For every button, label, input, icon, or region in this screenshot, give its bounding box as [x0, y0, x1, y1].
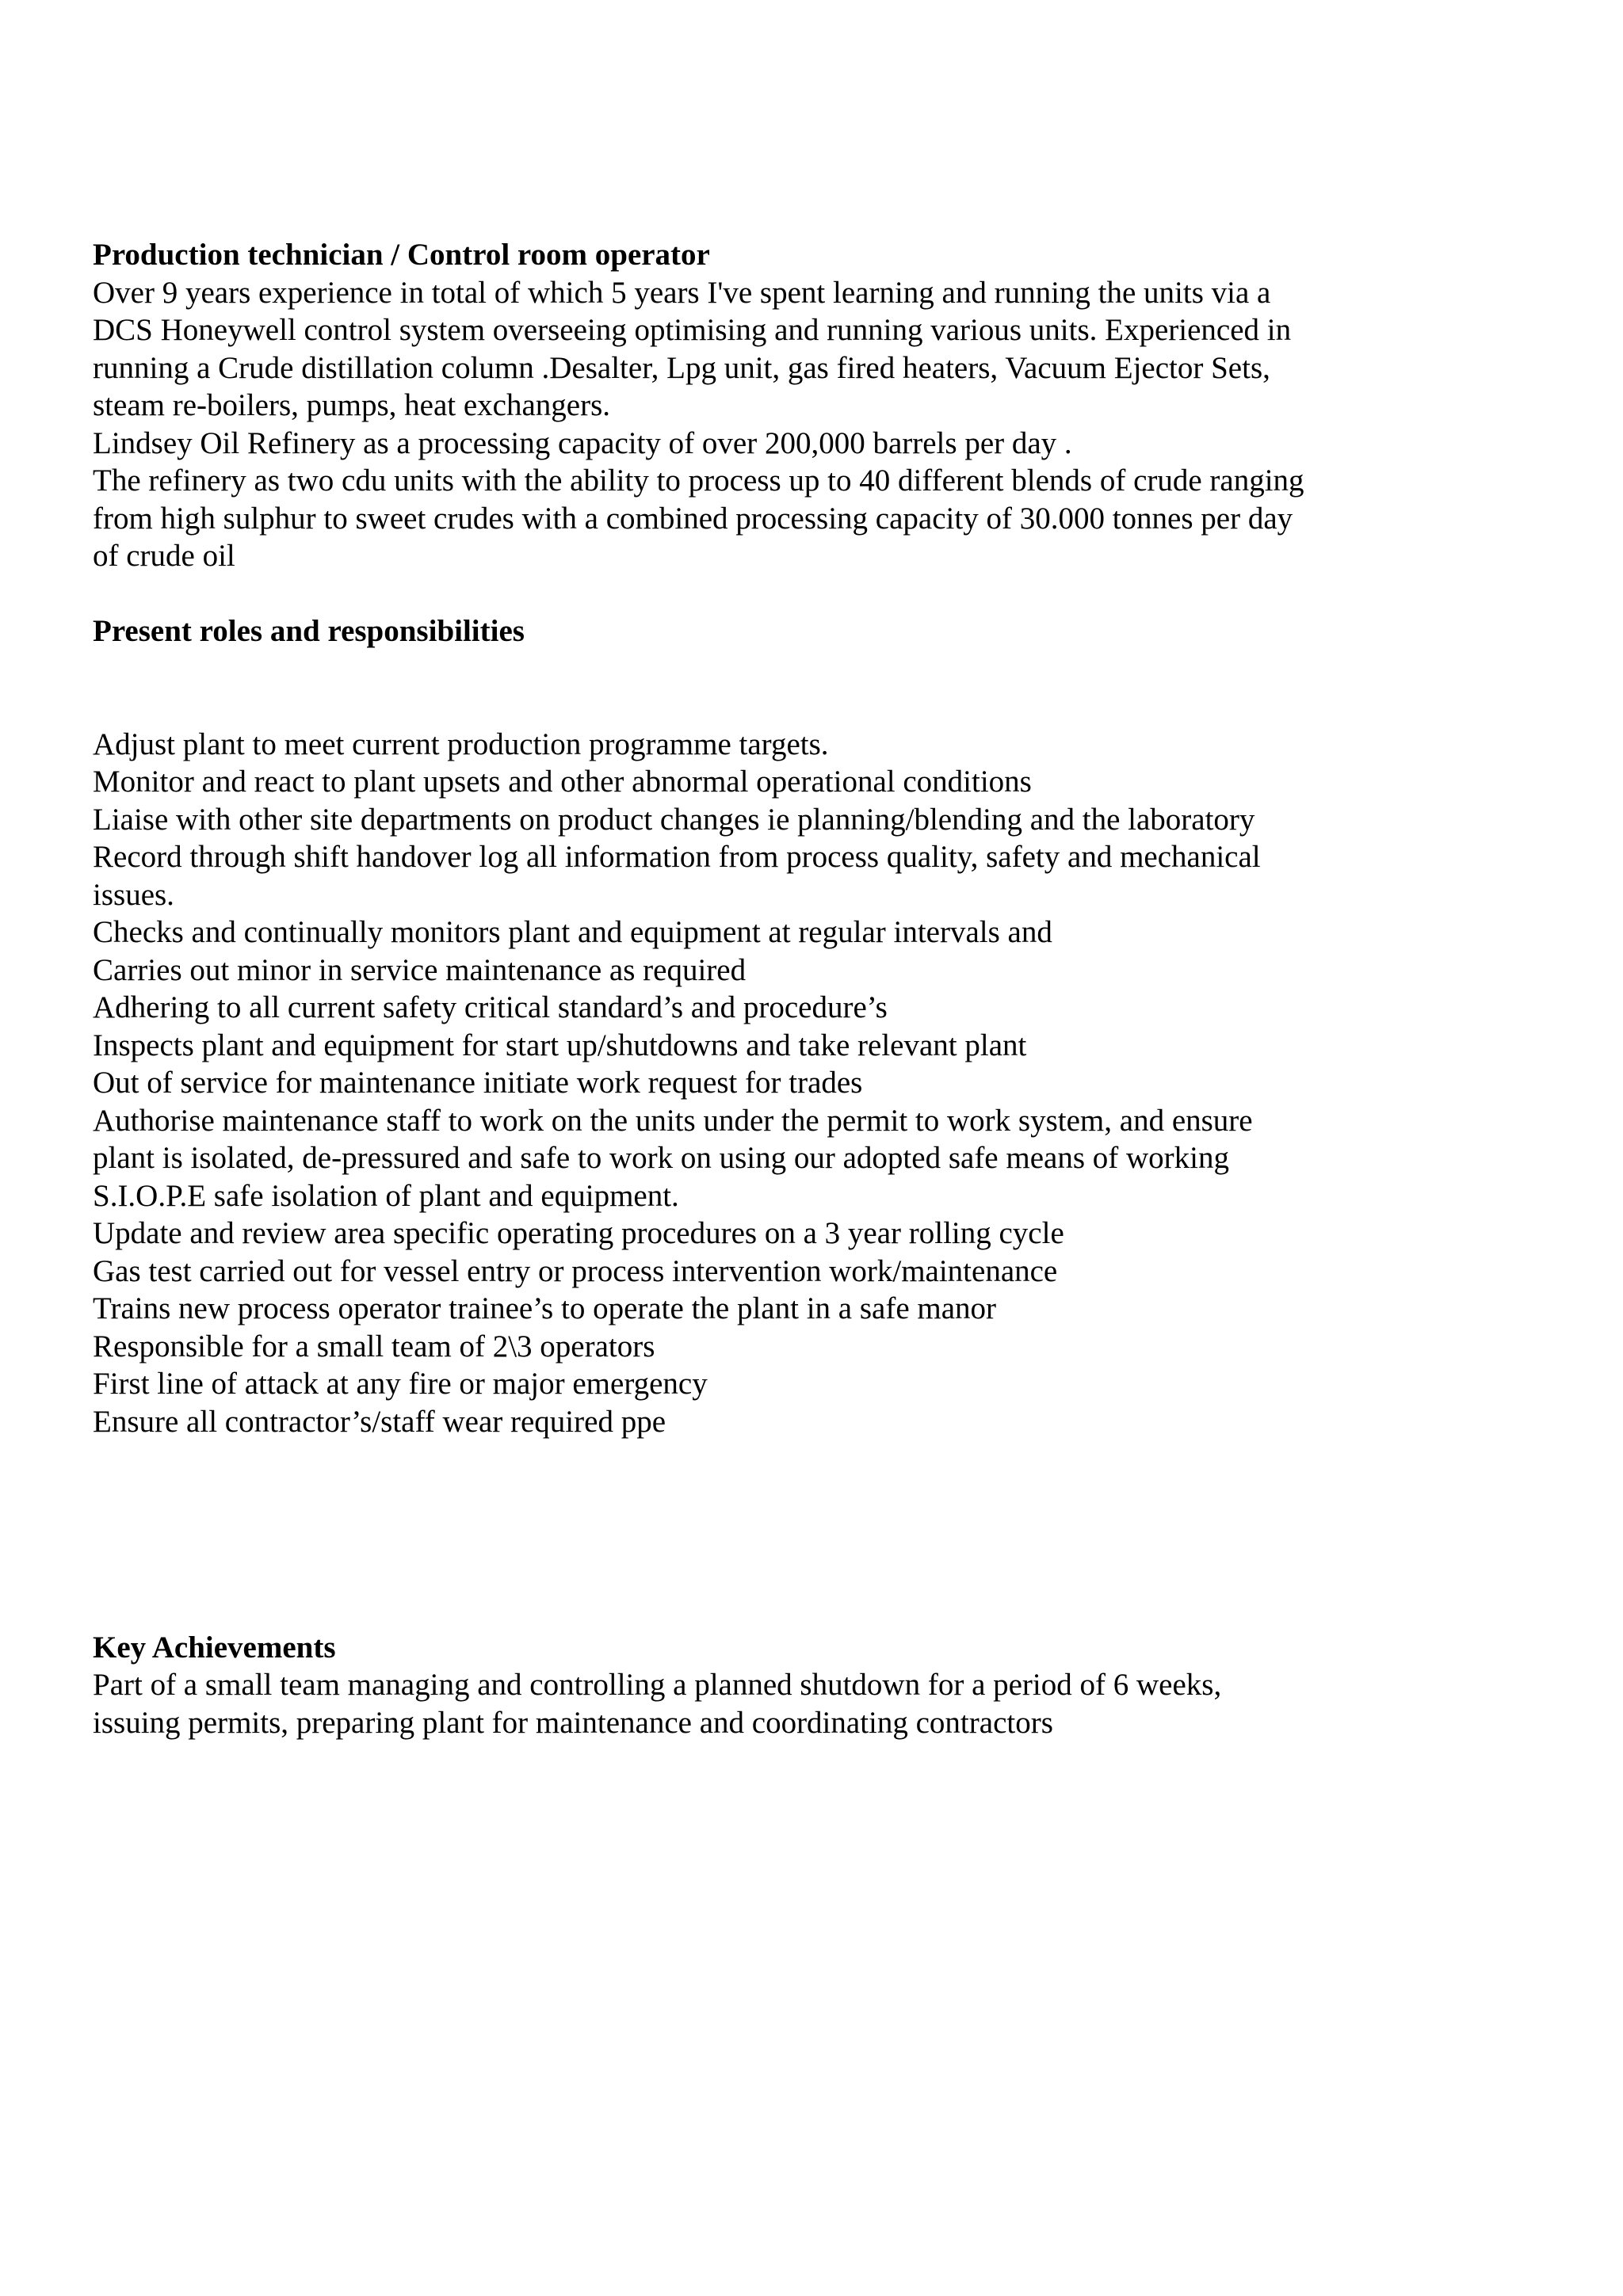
responsibility-item: Checks and continually monitors plant and equipment at regular intervals and	[93, 915, 1052, 949]
job-description-line: steam re-boilers, pumps, heat exchangers.	[93, 388, 611, 422]
achievements-section	[93, 1629, 1519, 1742]
responsibility-item: Update and review area specific operating procedures on a 3 year rolling cycle	[93, 1216, 1064, 1250]
responsibility-item: Liaise with other site departments on product changes ie planning/blending and the laboratory	[93, 802, 1255, 837]
responsibility-item: S.I.O.P.E safe isolation of plant and equipment.	[93, 1178, 679, 1213]
document-page	[93, 236, 1519, 1741]
responsibility-item: Carries out minor in service maintenance as required	[93, 952, 747, 987]
spacer	[93, 1440, 1519, 1629]
achievements-heading: Key Achievements	[93, 1630, 336, 1665]
job-description-line: Lindsey Oil Refinery as a processing capacity of over 200,000 barrels per day .	[93, 425, 1072, 460]
job-description-line: The refinery as two cdu units with the ability to process up to 40 different blends of crude ranging	[93, 463, 1304, 498]
responsibility-item: Monitor and react to plant upsets and other abnormal operational conditions	[93, 765, 1032, 799]
responsibility-item: Adhering to all current safety critical standard’s and procedure’s	[93, 990, 888, 1024]
responsibility-item: First line of attack at any fire or major emergency	[93, 1367, 708, 1401]
job-description-line: running a Crude distillation column .Desalter, Lpg unit, gas fired heaters, Vacuum Ejector Sets,	[93, 350, 1270, 385]
responsibility-item: plant is isolated, de-pressured and safe to work on using our adopted safe means of working	[93, 1141, 1229, 1175]
job-description-line: of crude oil	[93, 539, 235, 573]
responsibility-item: issues.	[93, 877, 174, 912]
responsibility-item: Out of service for maintenance initiate work request for trades	[93, 1066, 863, 1100]
roles-section	[93, 612, 1519, 1440]
responsibility-item: Responsible for a small team of 2\3 operators	[93, 1329, 655, 1363]
responsibility-item: Inspects plant and equipment for start up/shutdowns and take relevant plant	[93, 1028, 1027, 1062]
responsibility-item: Adjust plant to meet current production programme targets.	[93, 727, 829, 761]
achievement-line: Part of a small team managing and controlling a planned shutdown for a period of 6 weeks,	[93, 1668, 1222, 1702]
job-title-heading: Production technician / Control room operator	[93, 238, 710, 272]
roles-heading: Present roles and responsibilities	[93, 614, 525, 648]
spacer	[93, 575, 1519, 613]
job-section	[93, 236, 1519, 575]
job-description-line: from high sulphur to sweet crudes with a combined processing capacity of 30.000 tonnes per day	[93, 501, 1293, 536]
responsibility-item: Trains new process operator trainee’s to operate the plant in a safe manor	[93, 1291, 997, 1325]
responsibility-item: Ensure all contractor’s/staff wear required ppe	[93, 1404, 666, 1439]
job-description-line: DCS Honeywell control system overseeing optimising and running various units. Experienced in	[93, 313, 1292, 347]
responsibility-item: Record through shift handover log all information from process quality, safety and mechanical	[93, 840, 1261, 874]
job-description-line: Over 9 years experience in total of which 5 years I've spent learning and running the units via a	[93, 275, 1271, 310]
achievement-line: issuing permits, preparing plant for maintenance and coordinating contractors	[93, 1705, 1053, 1740]
responsibility-item: Authorise maintenance staff to work on the units under the permit to work system, and ensure	[93, 1103, 1253, 1138]
responsibility-item: Gas test carried out for vessel entry or process intervention work/maintenance	[93, 1253, 1058, 1288]
spacer	[93, 650, 1519, 726]
